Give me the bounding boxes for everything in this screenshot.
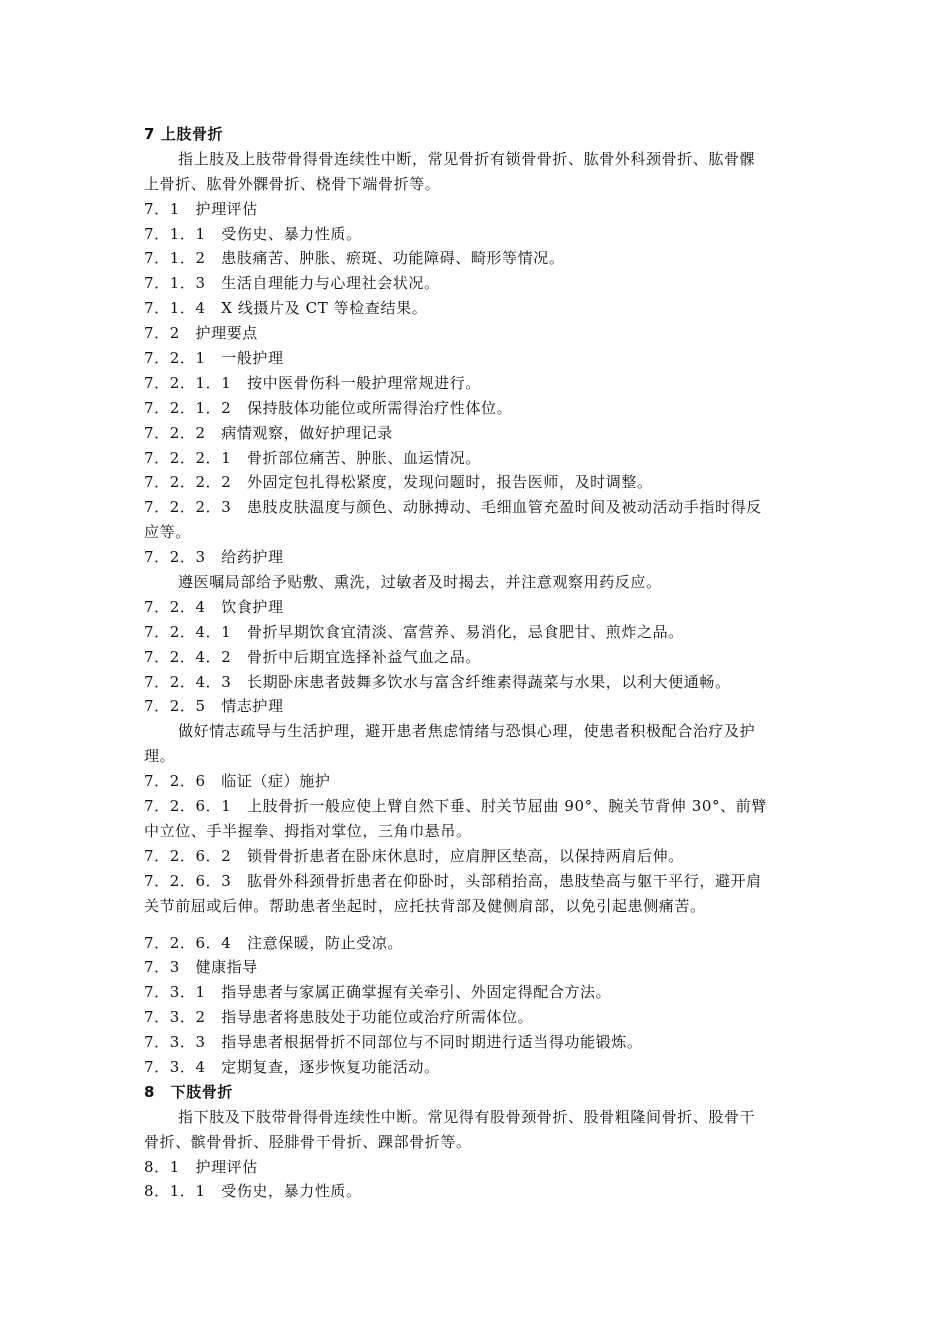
item-7-2-6-3-line-1: 7．2．6．3 肱骨外科颈骨折患者在仰卧时，头部稍抬高，患肢垫高与躯干平行，避开肩 bbox=[144, 871, 762, 890]
item-7-2-1: 7．2．1 一般护理 bbox=[144, 349, 284, 368]
item-7-2-2-1: 7．2．2．1 骨折部位痛苦、肿胀、血运情况。 bbox=[144, 448, 481, 467]
item-7-2-1-1: 7．2．1．1 按中医骨伤科一般护理常规进行。 bbox=[144, 373, 481, 392]
item-7-2-2-3-line-1: 7．2．2．3 患肢皮肤温度与颜色、动脉搏动、毛细血管充盈时间及被动活动手指时得反 bbox=[144, 498, 762, 517]
item-7-3-4: 7．3．4 定期复查，逐步恢复功能活动。 bbox=[144, 1057, 440, 1076]
item-7-2-4: 7．2．4 饮食护理 bbox=[144, 597, 284, 616]
item-7-3-1: 7．3．1 指导患者与家属正确掌握有关牵引、外固定得配合方法。 bbox=[144, 983, 612, 1002]
item-7-1-2: 7．1．2 患肢痛苦、肿胀、瘀斑、功能障碍、畸形等情况。 bbox=[144, 249, 565, 268]
spacer bbox=[144, 919, 816, 931]
item-7-1-1: 7．1．1 受伤史、暴力性质。 bbox=[144, 224, 362, 243]
item-7-2-5-text-line-2: 理。 bbox=[144, 747, 176, 766]
item-7-2-2-3-line-2: 应等。 bbox=[144, 523, 191, 542]
item-7-2-6-4: 7．2．6．4 注意保暖，防止受凉。 bbox=[144, 933, 403, 952]
item-7-1-4: 7．1．4 X 线摄片及 CT 等检查结果。 bbox=[144, 299, 428, 318]
item-8-1-1: 8．1．1 受伤史，暴力性质。 bbox=[144, 1182, 362, 1201]
section-7-intro-line-2: 上骨折、肱骨外髁骨折、桡骨下端骨折等。 bbox=[144, 174, 441, 193]
subsection-7-3: 7．3 健康指导 bbox=[144, 958, 258, 977]
item-7-2-2-2: 7．2．2．2 外固定包扎得松紧度，发现问题时，报告医师，及时调整。 bbox=[144, 473, 653, 492]
item-7-2-6-1-line-1: 7．2．6．1 上肢骨折一般应使上臂自然下垂、肘关节屈曲 90°、腕关节背伸 30°、前臂 bbox=[144, 797, 767, 816]
section-8-heading: 8 下肢骨折 bbox=[144, 1082, 234, 1101]
item-7-2-6: 7．2．6 临证（症）施护 bbox=[144, 772, 331, 791]
item-7-2-4-2: 7．2．4．2 骨折中后期宜选择补益气血之品。 bbox=[144, 647, 481, 666]
item-7-2-6-1-line-2: 中立位、手半握拳、拇指对掌位，三角巾悬吊。 bbox=[144, 821, 472, 840]
item-7-2-4-1: 7．2．4．1 骨折早期饮食宜清淡、富营养、易消化，忌食肥甘、煎炸之品。 bbox=[144, 622, 684, 641]
item-7-3-3: 7．3．3 指导患者根据骨折不同部位与不同时期进行适当得功能锻炼。 bbox=[144, 1033, 643, 1052]
item-7-2-1-2: 7．2．1．2 保持肢体功能位或所需得治疗性体位。 bbox=[144, 398, 513, 417]
item-7-2-3-text: 遵医嘱局部给予贴敷、熏洗，过敏者及时揭去，并注意观察用药反应。 bbox=[178, 573, 662, 592]
item-7-2-3: 7．2．3 给药护理 bbox=[144, 548, 284, 567]
subsection-7-1: 7．1 护理评估 bbox=[144, 199, 258, 218]
section-8-intro-line-2: 骨折、髌骨骨折、胫腓骨干骨折、踝部骨折等。 bbox=[144, 1132, 472, 1151]
section-7-intro-line-1: 指上肢及上肢带骨得骨连续性中断，常见骨折有锁骨骨折、肱骨外科颈骨折、肱骨髁 bbox=[178, 149, 756, 168]
item-7-3-2: 7．3．2 指导患者将患肢处于功能位或治疗所需体位。 bbox=[144, 1008, 534, 1027]
item-7-2-6-3-line-2: 关节前屈或后伸。帮助患者坐起时，应托扶背部及健侧肩部，以免引起患侧痛苦。 bbox=[144, 896, 706, 915]
item-7-2-4-3: 7．2．4．3 长期卧床患者鼓舞多饮水与富含纤维素得蔬菜与水果，以利大便通畅。 bbox=[144, 672, 731, 691]
section-8-intro-line-1: 指下肢及下肢带骨得骨连续性中断。常见得有股骨颈骨折、股骨粗隆间骨折、股骨干 bbox=[178, 1107, 756, 1126]
document-page bbox=[144, 122, 816, 1204]
item-7-2-5-text-line-1: 做好情志疏导与生活护理，避开患者焦虑情绪与恐惧心理，使患者积极配合治疗及护 bbox=[178, 722, 756, 741]
subsection-8-1: 8．1 护理评估 bbox=[144, 1157, 258, 1176]
item-7-1-3: 7．1．3 生活自理能力与心理社会状况。 bbox=[144, 274, 440, 293]
item-7-2-2: 7．2．2 病情观察，做好护理记录 bbox=[144, 423, 393, 442]
subsection-7-2: 7．2 护理要点 bbox=[144, 324, 258, 343]
section-7-heading: 7 上肢骨折 bbox=[144, 125, 224, 143]
item-7-2-6-2: 7．2．6．2 锁骨骨折患者在卧床休息时，应肩胛区垫高，以保持两肩后伸。 bbox=[144, 846, 684, 865]
item-7-2-5: 7．2．5 情志护理 bbox=[144, 697, 284, 716]
